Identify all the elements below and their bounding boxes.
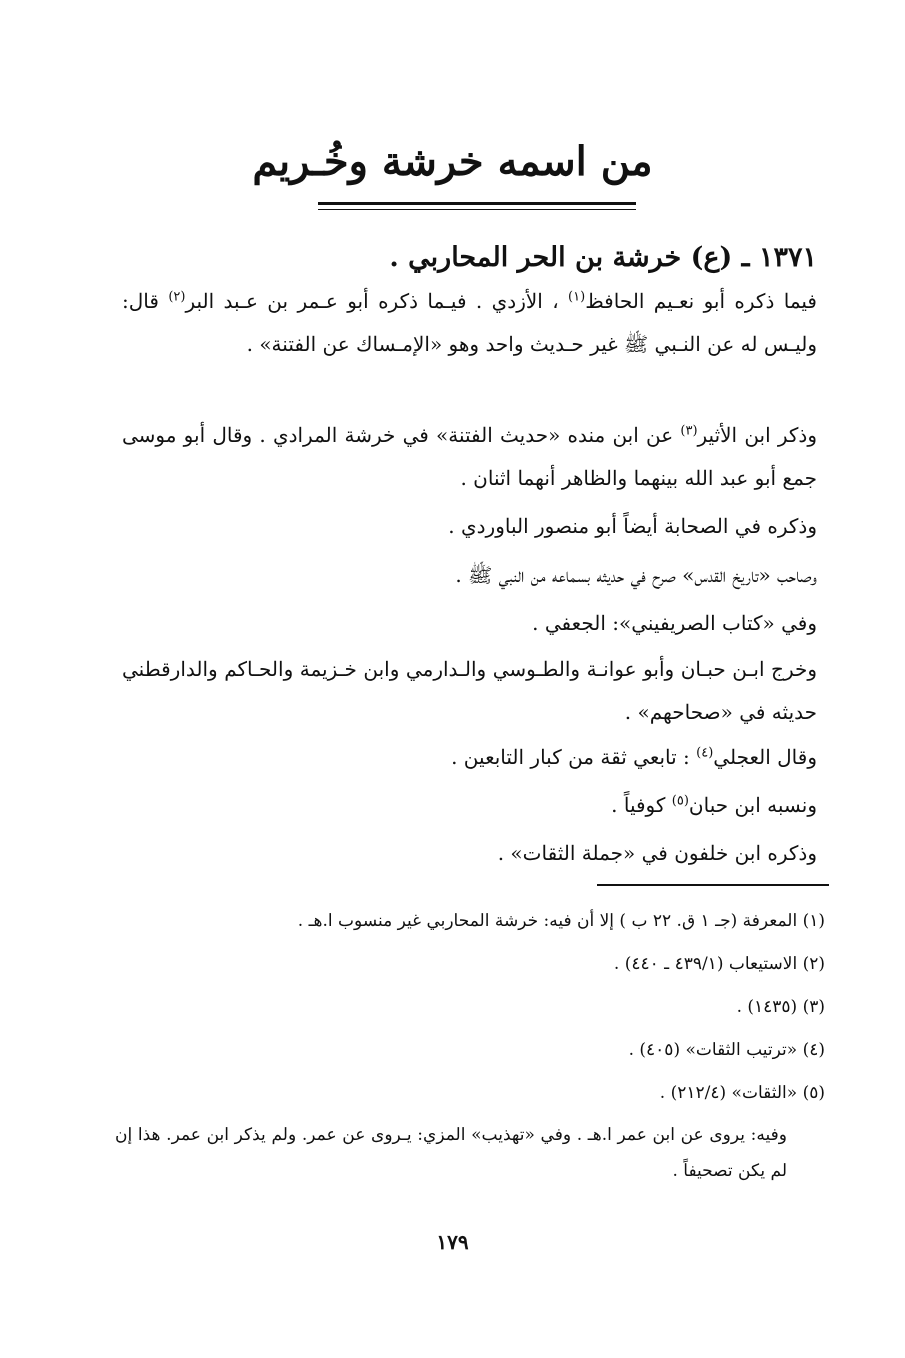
footnote-3: (٣) (١٤٣٥) .	[736, 997, 825, 1017]
footnote-5: (٥) «الثقات» (٢١٢/٤) .	[659, 1083, 825, 1103]
footnote-separator	[597, 884, 829, 886]
footnote-continuation: وفيه: يروى عن ابن عمر ا.هـ . وفي «تهذيب» المزي: يـروى عن عمر. ولم يذكر ابن عمر. هذا إن لم يكن تصحيفاً .	[115, 1125, 787, 1181]
line-ibn-khalfun: وذكره ابن خلفون في «جملة الثقات» .	[497, 841, 817, 865]
text-run: قال: وليـس له عن النـبي ﷺ غير حـديث واحد وهو «الإمـساك عن الفتنة» .	[122, 289, 817, 356]
text-run: كوفياً .	[611, 793, 672, 817]
text-run: ، الأزدي . فيـما ذكره أبو عـمر بن عـبد البر	[185, 289, 569, 313]
text-run: ونسبه ابن حبان	[688, 793, 817, 817]
page-number: ١٧٩	[436, 1230, 469, 1254]
footnote-1: (١) المعرفة (جـ ١ ق. ٢٢ ب ) إلا أن فيه: خرشة المحاربي غير منسوب ا.هـ .	[297, 911, 825, 931]
entry-heading: ١٣٧١ ـ (ع) خرشة بن الحر المحاربي .	[389, 242, 817, 273]
footnote-ref-2[interactable]: (٢)	[168, 289, 186, 305]
paragraph-text	[122, 280, 817, 366]
paragraph-abu-nuaym	[122, 280, 817, 366]
line-ijli	[117, 736, 817, 779]
text-run: فيما ذكره أبو نعـيم الحافظ	[585, 289, 817, 313]
footnotes	[125, 900, 825, 1115]
text-run: عن ابن منده «حديث الفتنة» في خرشة المرادي . وقال أبو موسى جمع أبو عبد الله بينهما والظاهر أنهما اثنان .	[122, 423, 817, 490]
footnote-ref-4[interactable]: (٤)	[696, 745, 714, 761]
paragraph-kharaj	[122, 648, 817, 734]
footnote-2: (٢) الاستيعاب (٤٣٩/١ ـ ٤٤٠) .	[613, 954, 825, 974]
footnote-ref-5[interactable]: (٥)	[671, 793, 689, 809]
footnote-ref-3[interactable]: (٣)	[680, 423, 698, 439]
line-tarikh-al-quds: وصاحب «تاريخ القدس» صرح في حديثه بسماعه من النبي ﷺ .	[455, 563, 817, 587]
footnote-4: (٤) «ترتيب الثقات» (٤٠٥) .	[628, 1040, 825, 1060]
text-run: : تابعي ثقة من كبار التابعين .	[451, 745, 697, 769]
paragraph-ibn-al-athir	[122, 414, 817, 500]
line-ibn-hibban	[117, 784, 817, 827]
text-run: وقال العجلي	[713, 745, 817, 769]
line-baawardi: وذكره في الصحابة أيضاً أبو منصور الباوردي .	[448, 514, 817, 538]
line-sarifini: وفي «كتاب الصريفيني»: الجعفي .	[532, 611, 817, 635]
text-run: وذكر ابن الأثير	[697, 423, 817, 447]
chapter-title: من اسمه خرشة وخُـريم	[252, 138, 653, 185]
paragraph-text: وخرج ابـن حبـان وأبو عوانـة والطـوسي والـدارمي وابن خـزيمة والحـاكم والدارقطني حديثه في «صحاحهم» .	[122, 657, 817, 724]
paragraph-text	[122, 414, 817, 500]
title-underline	[318, 202, 636, 210]
footnote-ref-1[interactable]: (١)	[568, 289, 586, 305]
